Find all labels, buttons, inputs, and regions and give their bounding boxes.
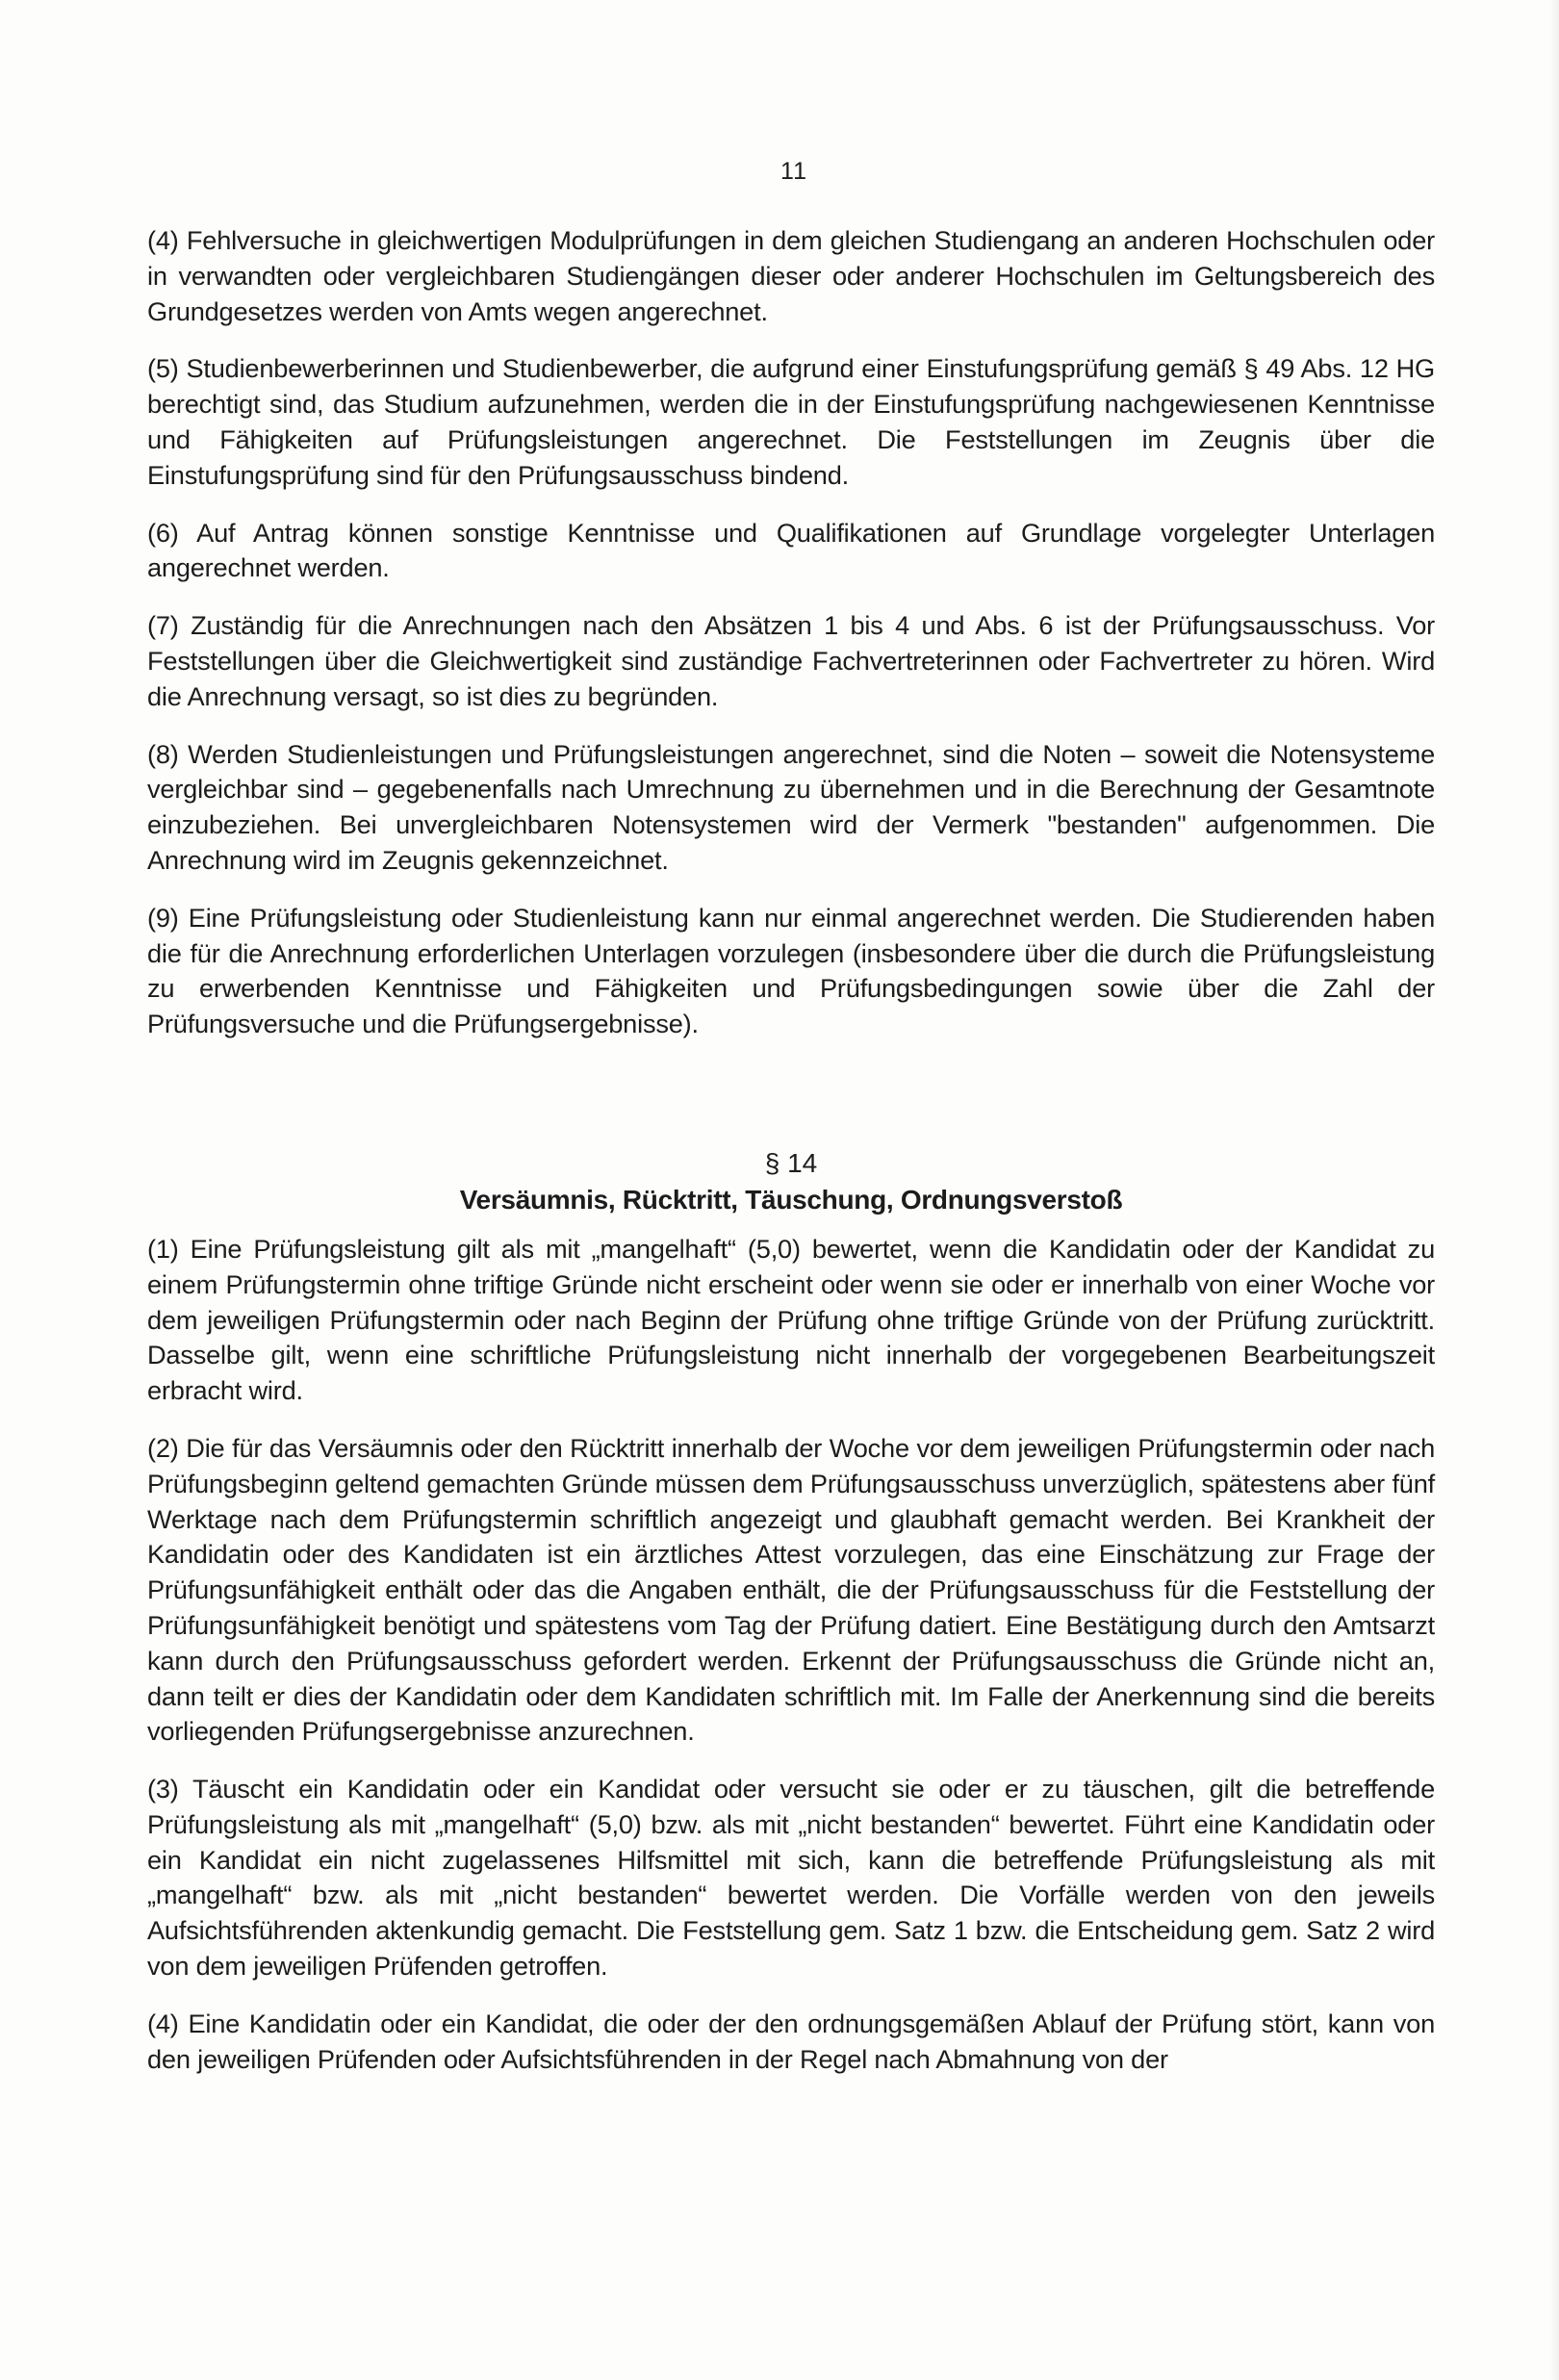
paragraph-5: (5) Studienbewerberinnen und Studienbewerber, die aufgrund einer Einstufungsprüfung gemäß § 49 Abs. 12 HG berechtigt sind, das Studium aufzunehmen, werden die in der Einstufungsprüfung nachgewiesenen Kenntnisse und Fähigkeiten auf Prüfungsleistungen angerechnet. Die Feststellungen im Zeugnis über die Einstufungsprüfung sind für den Prüfungsausschuss bindend.	[147, 353, 1435, 490]
page-content	[147, 223, 1435, 2099]
paragraph-9: (9) Eine Prüfungsleistung oder Studienleistung kann nur einmal angerechnet werden. Die Studierenden haben die für die Anrechnung erforderlichen Unterlagen vorzulegen (insbesondere über die durch die Prüfungsleistung zu erwerbenden Kenntnisse und Fähigkeiten und Prüfungsbedingungen sowie über die Zahl der Prüfungsversuche und die Prüfungsergebnisse).	[147, 902, 1435, 1039]
section-paragraph-1: (1) Eine Prüfungsleistung gilt als mit „mangelhaft“ (5,0) bewertet, wenn die Kandidatin oder der Kandidat zu einem Prüfungstermin ohne triftige Gründe nicht erscheint oder wenn sie oder er innerhalb von einer Woche vor dem jeweiligen Prüfungstermin oder nach Beginn der Prüfung ohne triftige Gründe von der Prüfung zurücktritt. Dasselbe gilt, wenn eine schriftliche Prüfungsleistung nicht innerhalb der vorgegebenen Bearbeitungszeit erbracht wird.	[147, 1233, 1435, 1406]
paragraph-4: (4) Fehlversuche in gleichwertigen Modulprüfungen in dem gleichen Studiengang an anderen Hochschulen oder in verwandten oder vergleichbaren Studiengängen dieser oder anderer Hochschulen im Geltungsbereich des Grundgesetzes werden von Amts wegen angerechnet.	[147, 225, 1435, 326]
page-number: 11	[780, 158, 807, 185]
section-spacer	[147, 1064, 1435, 1145]
section-title: Versäumnis, Rücktritt, Täuschung, Ordnungsverstoß	[459, 1184, 1123, 1215]
section-header	[147, 1145, 1435, 1218]
paragraph-7: (7) Zuständig für die Anrechnungen nach den Absätzen 1 bis 4 und Abs. 6 ist der Prüfungsausschuss. Vor Feststellungen über die Gleichwertigkeit sind zuständige Fachvertreterinnen oder Fachvertreter zu hören. Wird die Anrechnung versagt, so ist dies zu begründen.	[147, 610, 1435, 711]
section-paragraph-3: (3) Täuscht ein Kandidatin oder ein Kandidat oder versucht sie oder er zu täuschen, gilt die betreffende Prüfungsleistung als mit „mangelhaft“ (5,0) bzw. als mit „nicht bestanden“ bewertet. Führt eine Kandidatin oder ein Kandidat ein nicht zugelassenes Hilfsmittel mit sich, kann die betreffende Prüfungsleistung als mit „mangelhaft“ bzw. als mit „nicht bestanden“ bewertet werden. Die Vorfälle werden von den jeweils Aufsichtsführenden aktenkundig gemacht. Die Feststellung gem. Satz 1 bzw. die Entscheidung gem. Satz 2 wird von dem jeweiligen Prüfenden getroffen.	[147, 1774, 1435, 1982]
scan-edge	[1549, 0, 1559, 2380]
section-paragraph-4: (4) Eine Kandidatin oder ein Kandidat, die oder der den ordnungsgemäßen Ablauf der Prüfung stört, kann von den jeweiligen Prüfenden oder Aufsichtsführenden in der Regel nach Abmahnung von der	[147, 2008, 1435, 2074]
section-number: § 14	[764, 1147, 818, 1178]
section-paragraph-2: (2) Die für das Versäumnis oder den Rücktritt innerhalb der Woche vor dem jeweiligen Prüfungstermin oder nach Prüfungsbeginn geltend gemachten Gründe müssen dem Prüfungsausschuss unverzüglich, spätestens aber fünf Werktage nach dem Prüfungstermin schriftlich angezeigt und glaubhaft gemacht werden. Bei Krankheit der Kandidatin oder des Kandidaten ist ein ärztliches Attest vorzulegen, das eine Einschätzung zur Frage der Prüfungsunfähigkeit enthält oder das die Angaben enthält, die der Prüfungsausschuss für die Feststellung der Prüfungsunfähigkeit benötigt und spätestens vom Tag der Prüfung datiert. Eine Bestätigung durch den Amtsarzt kann durch den Prüfungsausschuss gefordert werden. Erkennt der Prüfungsausschuss die Gründe nicht an, dann teilt er dies der Kandidatin oder dem Kandidaten schriftlich mit. Im Falle der Anerkennung sind die bereits vorliegenden Prüfungsergebnisse anzurechnen.	[147, 1432, 1435, 1747]
paragraph-8: (8) Werden Studienleistungen und Prüfungsleistungen angerechnet, sind die Noten – soweit die Notensysteme vergleichbar sind – gegebenenfalls nach Umrechnung zu übernehmen und in die Berechnung der Gesamtnote einzubeziehen. Bei unvergleichbaren Notensystemen wird der Vermerk "bestanden" aufgenommen. Die Anrechnung wird im Zeugnis gekennzeichnet.	[147, 738, 1435, 875]
paragraph-6: (6) Auf Antrag können sonstige Kenntnisse und Qualifikationen auf Grundlage vorgelegter Unterlagen angerechnet werden.	[147, 517, 1435, 583]
